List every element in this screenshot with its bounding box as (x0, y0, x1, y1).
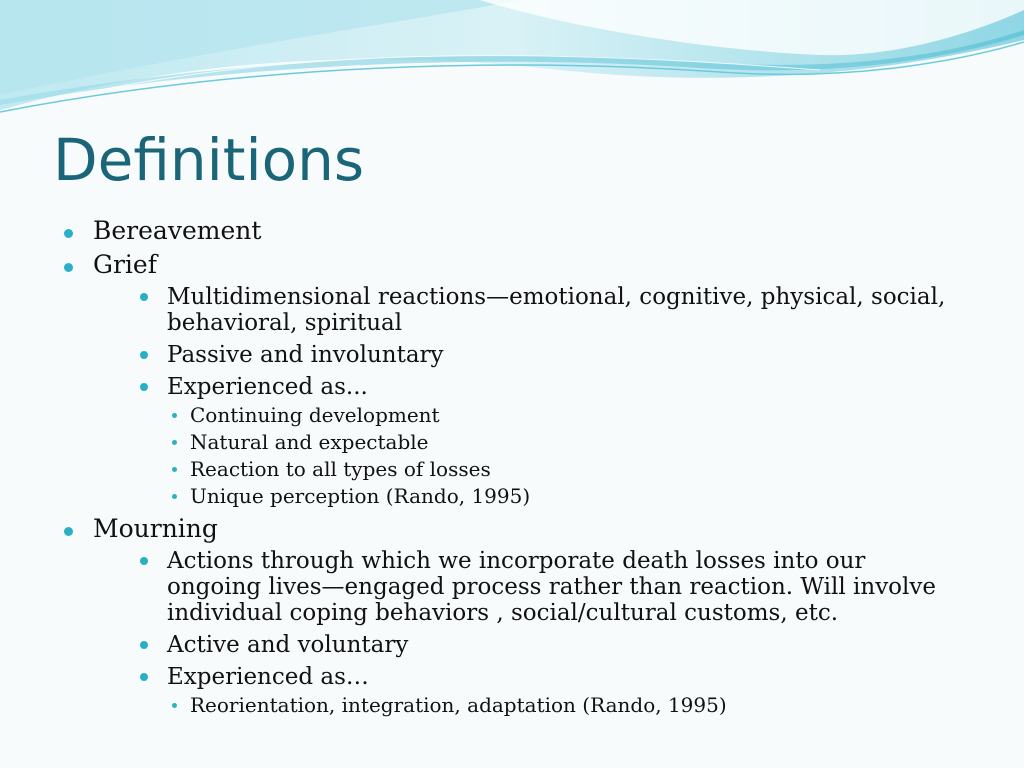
sub-sub-bullet-text: Natural and expectable (190, 430, 429, 454)
sub-bullet-item (126, 342, 960, 368)
bullet-item (60, 250, 960, 508)
bullet-text: Grief (93, 250, 157, 279)
sub-sub-bullet-item (159, 694, 960, 717)
sub-bullet-text: Experienced as... (167, 374, 368, 400)
sub-bullet-text: Multidimensional reactions—emotional, cognitive, physical, social, behavioral, spiritual (167, 284, 946, 336)
sub-bullet-item (126, 284, 960, 336)
sub-sub-bullet-item (159, 404, 960, 427)
bullet-dot-icon (64, 263, 73, 272)
sub-bullet-text: Experienced as… (167, 664, 369, 690)
bullet-item (60, 514, 960, 717)
sub-sub-bullet-text: Reorientation, integration, adaptation (Rando, 1995) (190, 693, 727, 717)
sub-sub-bullet-text: Continuing development (190, 403, 440, 427)
slide-body (60, 216, 960, 723)
sub-bullet-item (126, 548, 960, 626)
bullet-text: Bereavement (93, 216, 262, 245)
slide-title: Definitions (53, 126, 365, 194)
sub-bullet-text: Actions through which we incorporate death losses into our ongoing lives—engaged process rather than reaction. Will involve individual coping behaviors , social/cultural customs, etc. (167, 548, 936, 626)
sub-bullet-item (126, 632, 960, 658)
sub-sub-bullet-item (159, 485, 960, 508)
bullet-dot-icon (140, 293, 148, 301)
sub-sub-bullet-item (159, 458, 960, 481)
bullet-dot-icon (172, 467, 177, 472)
header-wave-decoration (0, 0, 1024, 120)
bullet-dot-icon (140, 383, 148, 391)
bullet-text: Mourning (93, 514, 218, 543)
bullet-dot-icon (172, 703, 177, 708)
sub-sub-bullet-text: Unique perception (Rando, 1995) (190, 484, 531, 508)
sub-bullet-item (126, 374, 960, 508)
sub-bullet-item (126, 664, 960, 717)
bullet-dot-icon (64, 527, 73, 536)
bullet-dot-icon (140, 641, 148, 649)
sub-sub-bullet-text: Reaction to all types of losses (190, 457, 491, 481)
bullet-dot-icon (64, 229, 73, 238)
bullet-dot-icon (140, 351, 148, 359)
bullet-dot-icon (172, 494, 177, 499)
bullet-dot-icon (140, 557, 148, 565)
sub-bullet-text: Passive and involuntary (167, 342, 444, 368)
sub-sub-bullet-item (159, 431, 960, 454)
bullet-dot-icon (172, 413, 177, 418)
sub-bullet-text: Active and voluntary (167, 632, 409, 658)
bullet-dot-icon (140, 673, 148, 681)
bullet-dot-icon (172, 440, 177, 445)
bullet-item (60, 216, 960, 246)
